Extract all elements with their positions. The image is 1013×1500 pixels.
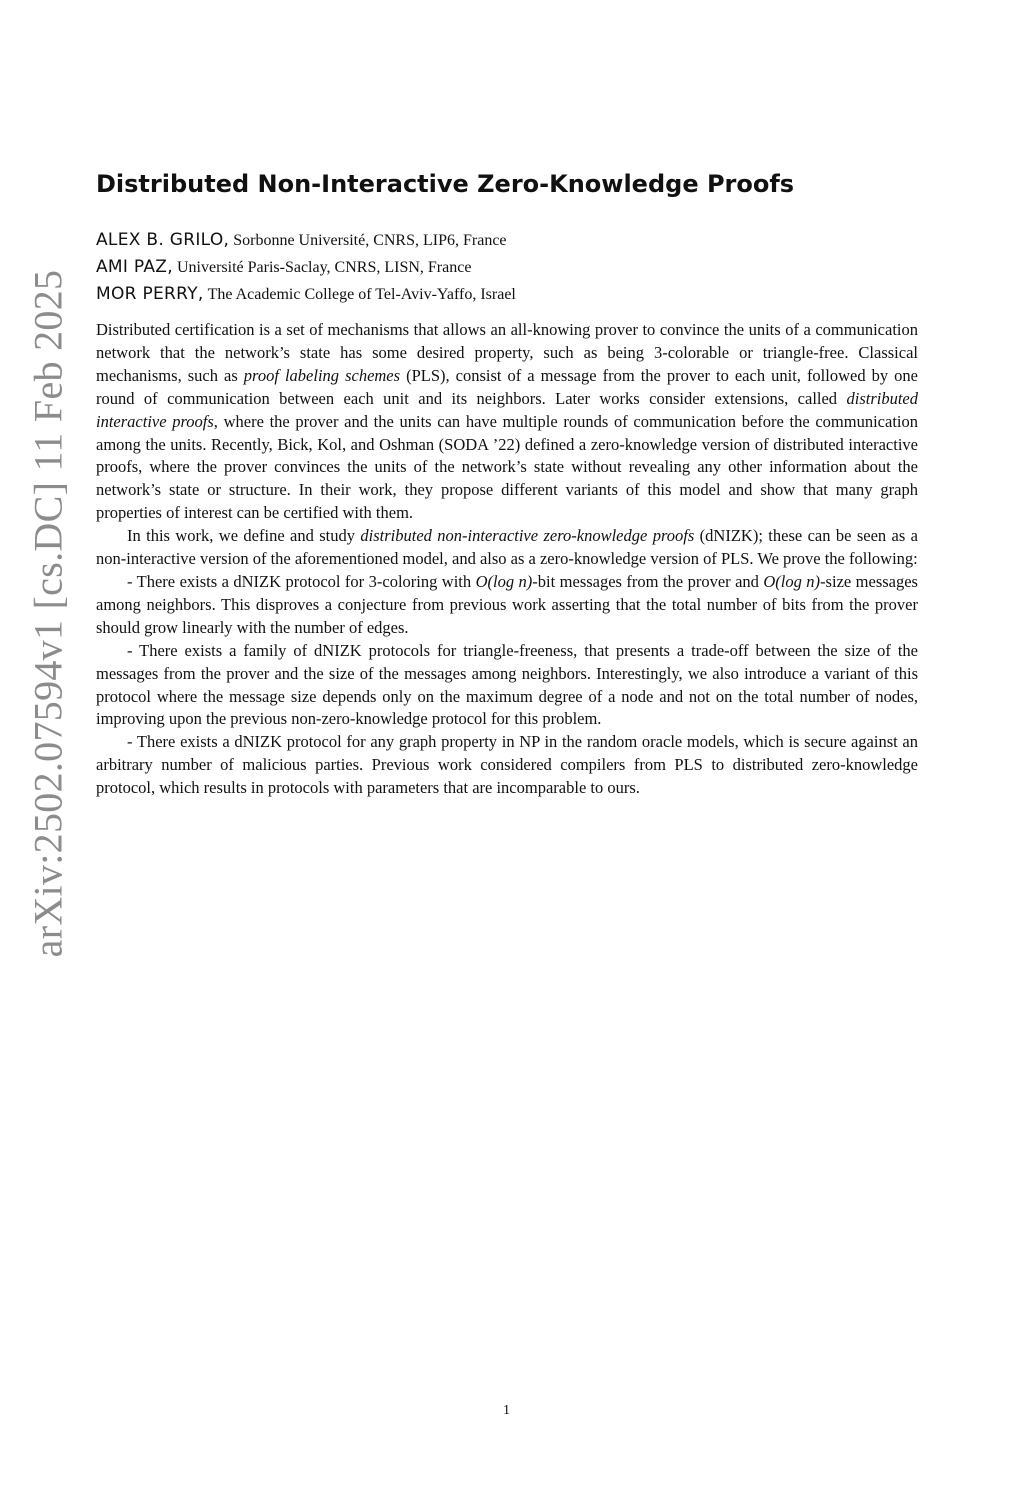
paper-title: Distributed Non-Interactive Zero-Knowledge Proofs [96, 170, 795, 198]
abstract-text: (dNIZK); these can be seen as a non-interactive version of the aforementioned model, and also as a zero-knowledge version of PLS. We prove the following: [96, 526, 918, 569]
abstract-text: , where the prover and the units can have multiple rounds of communication before the communication among the units. Recently, Bick, Kol, and Oshman (SODA ’22) defined a zero-knowledge version of distributed interactive proofs, where the prover convinces the units of the network’s state without revealing any other information about the network’s state or structure. In their work, they propose different variants of this model and show that many graph properties of interest can be certified with them. [96, 411, 918, 523]
arxiv-identifier-text: arXiv:2502.07594v1 [cs.DC] 11 Feb 2025 [25, 269, 71, 957]
author-affiliation: Université Paris-Saclay, CNRS, LISN, France [176, 259, 472, 276]
term-proof-labeling-schemes: proof labeling schemes [243, 365, 401, 385]
author-affiliation: Sorbonne Université, CNRS, LIP6, France [233, 232, 507, 249]
page-number: 1 [503, 1403, 510, 1418]
abstract-paragraph-5: - There exists a dNIZK protocol for any graph property in NP in the random oracle models, which is secure against an arbitrary number of malicious parties. Previous work considered compilers from PLS to distributed zero-knowledge protocol, which results in protocols with parameters that are incomparable to ours. [96, 732, 918, 798]
author-name: MOR PERRY, [96, 284, 204, 304]
author-name: ALEX B. GRILO, [96, 230, 230, 250]
abstract-paragraph-1 [96, 319, 918, 525]
abstract-paragraph-4: - There exists a family of dNIZK protocols for triangle-freeness, that presents a trade-off between the size of the messages from the prover and the size of the messages among neighbors. Interestingly, we also introduce a variant of this protocol where the message size depends only on the maximum degree of a node and not on the total number of nodes, improving upon the previous non-zero-knowledge protocol for this problem. [96, 640, 918, 729]
abstract-text: (PLS), consist of a message from the prover to each unit, followed by one round of communication between each unit and its neighbors. Later works consider extensions, called [96, 365, 918, 408]
arxiv-identifier-stamp [22, 250, 74, 976]
math-o-log-n: O(log n) [763, 571, 821, 591]
math-o-log-n: O(log n) [475, 571, 533, 591]
author-entry [96, 227, 516, 254]
abstract-text: Distributed certification is a set of mechanisms that allows an all-knowing prover to convince the units of a communication network that the network’s state has some desired property, such as being 3-colorable or triangle-free. Classical mechanisms, such as [96, 320, 918, 385]
abstract-paragraph-3 [96, 571, 918, 640]
term-dnizk: distributed non-interactive zero-knowledge proofs [360, 526, 695, 546]
abstract [96, 319, 918, 800]
abstract-text: - There exists a dNIZK protocol for 3-coloring with [127, 571, 476, 591]
abstract-paragraph-2 [96, 525, 918, 571]
author-affiliation: The Academic College of Tel-Aviv-Yaffo, Israel [207, 286, 516, 303]
abstract-text: In this work, we define and study [127, 526, 361, 546]
author-name: AMI PAZ, [96, 257, 173, 277]
abstract-text: -size messages among neighbors. This disproves a conjecture from previous work asserting that the total number of bits from the prover should grow linearly with the number of edges. [96, 571, 918, 637]
author-entry [96, 254, 516, 281]
author-list [96, 227, 516, 308]
term-distributed-interactive-proofs: distributed interactive proofs [96, 388, 918, 431]
abstract-text: -bit messages from the prover and [532, 571, 764, 591]
author-entry [96, 281, 516, 308]
